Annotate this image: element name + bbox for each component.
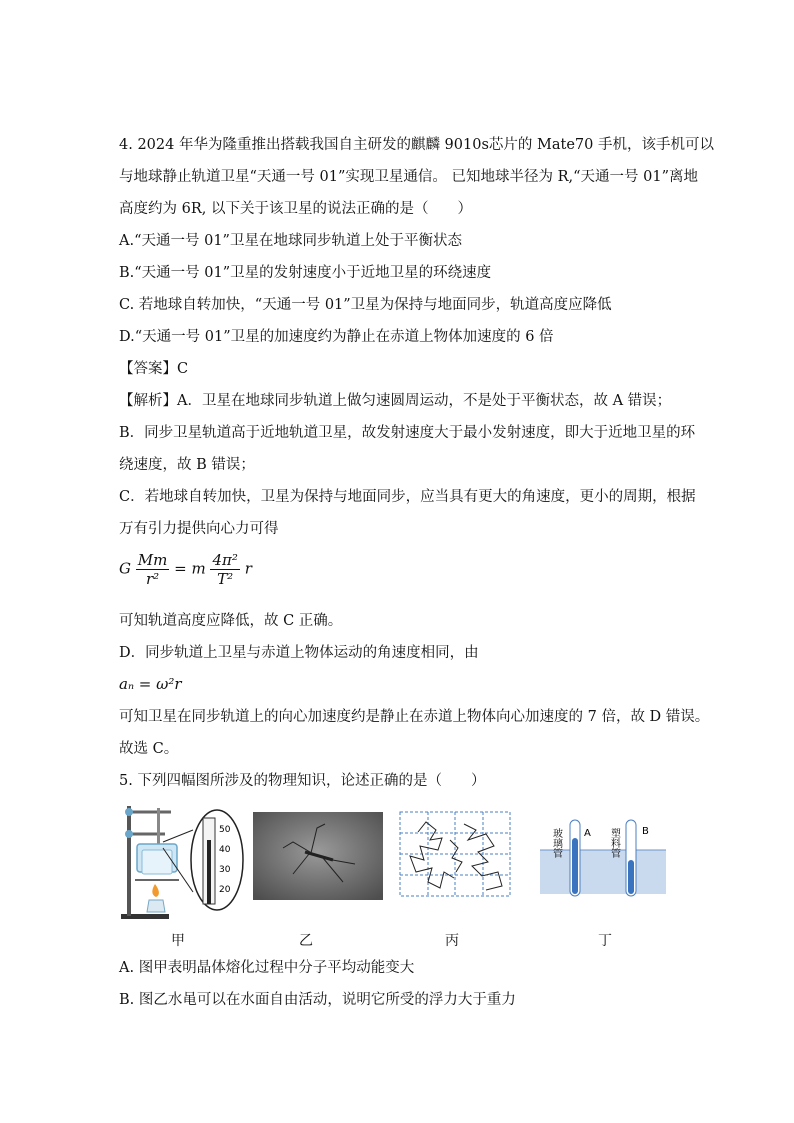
flame-icon [152,884,159,897]
q4-option-a: A.“天通一号 01”卫星在地球同步轨道上处于平衡状态 [119,233,462,249]
caption-yi: 乙 [299,933,313,949]
caption-jia: 甲 [171,933,185,949]
tube-b-letter: B [642,826,649,837]
formula-num-right: 4π² [212,551,238,569]
formula-tail: r [244,559,252,578]
q4-analysis-line-2: B．同步卫星轨道高于近地轨道卫星，故发射速度大于最小发射速度，即大于近地卫星的环 [119,425,696,441]
clamp-knob-mid [125,830,133,838]
grid-lines [400,812,510,896]
q4-analysis-line-1: 【解析】A．卫星在地球同步轨道上做匀速圆周运动，不是处于平衡状态，故 A 错误； [119,393,672,409]
q4-analysis-line-7: D．同步轨道上卫星与赤道上物体运动的角速度相同，由 [119,645,479,661]
formula-frac-right [210,551,239,588]
glass-tube-water [572,838,578,894]
tube-a-letter: A [584,828,591,839]
q5-option-a: A. 图甲表明晶体熔化过程中分子平均动能变大 [119,960,415,976]
thermometer-column [207,840,211,904]
formula-frac-left [136,551,170,588]
acceleration-formula: aₙ = ω²r [119,675,182,693]
formula-num-left: Mm [137,551,168,569]
formula-eq: = m [174,559,206,578]
alcohol-lamp [147,900,165,912]
test-tube [142,850,172,874]
q4-option-c: C. 若地球自转加快，“天通一号 01”卫星为保持与地面同步，轨道高度应降低 [119,297,612,313]
q4-answer: 【答案】C [119,361,189,377]
thermo-tick-50: 50 [219,825,231,835]
thermo-tick-30: 30 [219,865,231,875]
figure-bing [398,810,514,900]
caption-ding: 丁 [598,933,612,949]
plastic-tube-water [628,860,634,894]
q5-stem: 5. 下列四幅图所涉及的物理知识，论述正确的是（ ） [119,773,486,789]
q4-analysis-line-6: 可知轨道高度应降低，故 C 正确。 [119,613,343,629]
figure-jia [115,800,245,925]
tube-b-label: 塑料管 [608,828,620,858]
q4-stem-line-1: 4. 2024 年华为隆重推出搭载我国自主研发的麒麟 9010s芯片的 Mate70 手机，该手机可以 [119,137,714,153]
q5-option-b: B. 图乙水黾可以在水面自由活动，说明它所受的浮力大于重力 [119,992,516,1008]
q4-analysis-line-8: 可知卫星在同步轨道上的向心加速度约是静止在赤道上物体向心加速度的 7 倍，故 D 错误。 [119,709,710,725]
figure-ding [538,814,668,904]
tube-a-label: 玻璃管 [550,828,562,858]
formula-den-left: r² [145,570,160,588]
caption-bing: 丙 [445,933,459,949]
thermometer-zoom-circle [191,810,243,910]
q4-option-d: D.“天通一号 01”卫星的加速度约为静止在赤道上物体加速度的 6 倍 [119,329,554,345]
q4-analysis-line-3: 绕速度，故 B 错误； [119,457,255,473]
thermo-tick-20: 20 [219,885,231,895]
stand-rod [127,806,131,916]
q4-option-b: B.“天通一号 01”卫星的发射速度小于近地卫星的环绕速度 [119,265,492,281]
clamp-knob-top [125,808,133,816]
q4-analysis-line-5: 万有引力提供向心力可得 [119,521,279,537]
q4-analysis-line-4: C．若地球自转加快，卫星为保持与地面同步，应当具有更大的角速度，更小的周期，根据 [119,489,696,505]
q4-stem-line-2: 与地球静止轨道卫星“天通一号 01”实现卫星通信。 已知地球半径为 R,“天通一号 01”离地 [119,169,699,185]
q4-stem-line-3: 高度约为 6R, 以下关于该卫星的说法正确的是（ ） [119,201,472,217]
particle-path-3 [450,840,462,872]
q4-analysis-line-9: 故选 C。 [119,741,179,757]
formula-g: G [119,559,131,578]
formula-den-right: T² [217,570,234,588]
zoom-line-top [163,830,193,842]
gravitation-formula [119,551,252,588]
particle-path-1 [410,822,454,888]
thermo-tick-40: 40 [219,845,231,855]
figure-yi [253,812,383,900]
